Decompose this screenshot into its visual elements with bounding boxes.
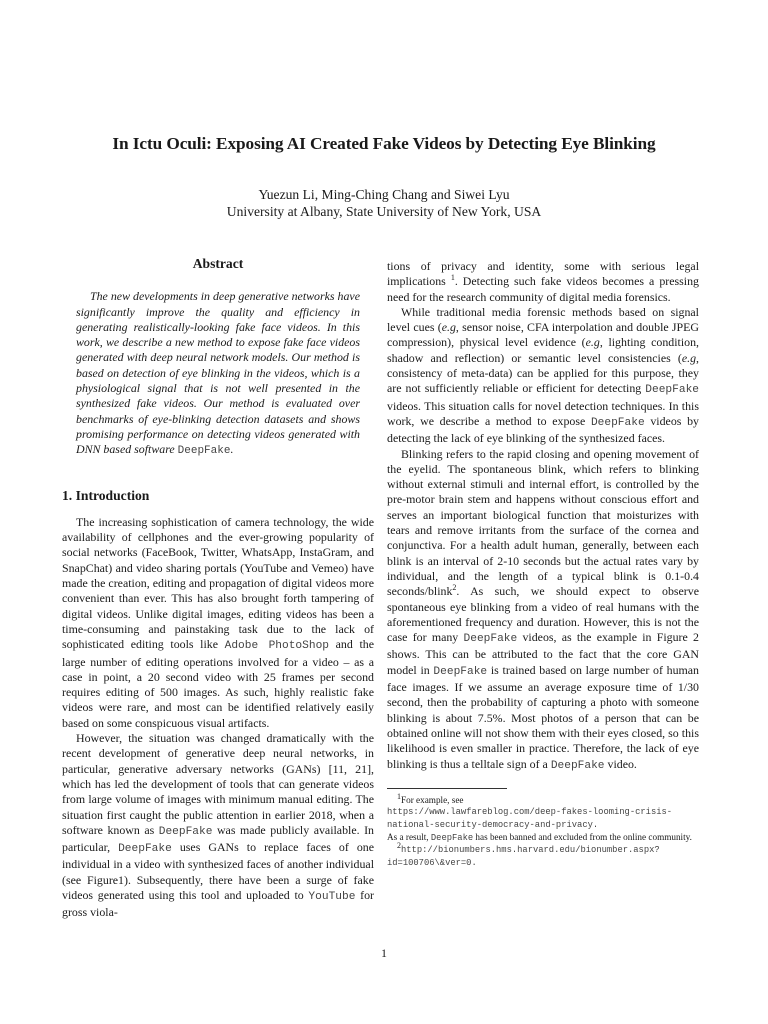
right-p3-text: Blinking refers to the rapid closing and opening movement of the eyelid. The spontaneous blink, which refers to blinking without external stimuli and internal effort, is controlled by the pre-motor brain stem and happens without conscious effort and serves an important biological function that moisturizes with tears and remove irritants from the surface of the cornea and conjunctiva. For a health adult human, generally, between each blink is an interval of 2-10 seconds but the actual rates vary by individual, and the length of a typical blink is 0.1-0.4 seconds/blink	[387, 446, 699, 599]
intro-paragraph-1	[62, 515, 374, 731]
abstract-body: The new developments in deep generative networks have significantly improve the quality and efficiency in generating realistically-looking fake face videos. In this work, we describe a new method to expose fake face videos generated with deep neural network models. Our method is based on detection of eye blinking in the videos, which is a physiological signal that is not well presented in the synthesized fake videos. Our method is evaluated over benchmarks of eye-blinking detection datasets and shows promising performance on detecting videos generated with DNN based software	[76, 289, 360, 457]
left-column	[62, 256, 374, 921]
software-name: DeepFake	[118, 843, 172, 856]
footnotes	[387, 791, 699, 870]
footnote-ref[interactable]: 2	[452, 583, 457, 593]
paper-title: In Ictu Oculi: Exposing AI Created Fake Videos by Detecting Eye Blinking	[112, 134, 656, 153]
right-p2-text-cont: , lighting condition, shadow and reflection) or semantic level consistencies (	[387, 335, 699, 365]
footnote-text: For example, see	[401, 794, 464, 805]
right-p2-text-cont: , sensor noise, CFA interpolation and double JPEG compression), physical level evidence (	[387, 320, 699, 350]
footnote-2	[387, 841, 699, 869]
software-name: DeepFake	[550, 759, 605, 772]
right-column	[387, 259, 699, 869]
right-p1-text-cont: . Detecting such fake videos becomes a pressing need for the research community of digital media forensics.	[387, 274, 699, 304]
right-paragraph-1	[387, 259, 699, 305]
right-p2-text-cont: , consistency of meta-data) can be applied for this purpose, they are not sufficiently reliable or efficient for detecting	[387, 350, 699, 396]
software-name: DeepFake	[645, 384, 699, 397]
software-name: DeepFake	[590, 416, 645, 429]
abbreviation: e.g	[441, 320, 456, 335]
right-p2-text-cont: videos. This situation calls for novel detection techniques. In this work, we describe a method to expose	[387, 398, 699, 428]
software-name: DeepFake	[158, 825, 213, 838]
section-heading-introduction: 1. Introduction	[62, 487, 150, 503]
abbreviation: e.g	[585, 335, 600, 350]
abbreviation: e.g	[681, 350, 697, 365]
footnote-ref[interactable]: 1	[450, 273, 455, 283]
right-p3-text-cont: is trained based on large number of human face images. If we assume an average exposure time of 1/30 second, then the probability of capturing a photo with someone blinking is about 7.5%. Most photos of a person that can be obtained online will not show them with their eyes closed, so this likelihood is even smaller in practice. Therefore, the lack of eye blinking is thus a telltale sign of a	[387, 662, 699, 771]
affiliation: University at Albany, State University of New York, USA	[226, 203, 542, 219]
software-name: DeepFake	[177, 445, 231, 458]
footnote-text: As a result,	[387, 831, 431, 842]
software-name: DeepFake	[463, 633, 518, 646]
right-paragraph-3	[387, 447, 699, 774]
footnote-link[interactable]: http://bionumbers.hms.harvard.edu/bionumber.aspx?id=100706\&ver=0.	[387, 845, 660, 868]
footnote-1-cont	[387, 832, 699, 845]
footnote-mark: 1	[397, 791, 401, 801]
footnote-text: has been banned and excluded from the online community.	[473, 831, 692, 842]
right-paragraph-2	[387, 305, 699, 447]
footnote-divider	[387, 788, 507, 789]
footnote-1-url[interactable]	[387, 806, 699, 831]
right-p3-text-cont: . As such, we should expect to observe spontaneous eye blinking from a video of real humans with the aforementioned frequency and duration. However, this is not the case for many	[387, 584, 699, 645]
footnote-mark: 2	[397, 841, 401, 851]
right-p2-text: While traditional media forensic methods based on signal level cues (	[387, 304, 699, 335]
software-name: DeepFake	[430, 832, 474, 843]
abstract-text	[62, 289, 374, 459]
intro-p2-text-cont: was made publicly available. In particular,	[62, 822, 374, 855]
intro-p2-text-end: for gross viola-	[62, 887, 375, 920]
intro-paragraph-2	[62, 731, 374, 921]
author-names: Yuezun Li, Ming-Ching Chang and Siwei Lyu	[258, 187, 510, 202]
abstract-end: .	[230, 442, 234, 457]
software-name: DeepFake	[433, 665, 488, 678]
intro-p1-text-cont: and the large number of editing operations involved for a video – as a case in point, a 20 second video with 25 frames per second requires editing of 500 images. As such, highly realistic fake videos were rare, and most can be identified relatively easily based on some conspicuous visual artifacts.	[62, 637, 374, 730]
footnote-1	[387, 791, 699, 807]
right-p3-text-cont: videos, as the example in Figure 2 shows. This can be attributed to the fact that the core GAN model in	[387, 630, 699, 677]
site-name: YouTube	[308, 890, 356, 903]
tool-name: Adobe PhotoShop	[224, 640, 329, 653]
intro-p1-text: The increasing sophistication of camera technology, the wide availability of cellphones and the ever-growing popularity of social networks (FaceBook, Twitter, WhatsApp, InstaGram, and SnapChat) and video sharing portals (YouTube and Vemeo) have made the creation, editing and propagation of digital videos more convenient than ever. This has also brought forth tampering of digital videos. Unlike digital images, editing videos has been a time-consuming and painstaking task due to the lack of sophisticated editing tools like	[62, 514, 374, 652]
footnote-link[interactable]: https://www.lawfareblog.com/deep-fakes-looming-crisis-national-security-democracy-and-privacy.	[387, 807, 673, 830]
right-p1-text: tions of privacy and identity, some with serious legal implications	[387, 259, 699, 289]
right-p3-text-end: video.	[604, 756, 637, 771]
page-number: 1	[381, 946, 387, 960]
author-block	[0, 187, 768, 220]
right-p2-text-end: videos by detecting the lack of eye blinking of the synthesized faces.	[387, 413, 699, 446]
intro-p2-text: However, the situation was changed dramatically with the recent development of generative deep neural networks, in particular, generative adversary networks (GANs) [11, 21], which has led the development of tools that can generate videos from large volume of images with minimum manual editing. The situation first caught the public attention in earlier 2018, when a software known as	[62, 731, 374, 837]
intro-p2-text-cont: uses GANs to replace faces of one individual in a video with synthesized faces of another individual (see Figure1). Subsequently, there have been a surge of fake videos generated using this tool and uploaded to	[62, 840, 374, 902]
abstract-heading: Abstract	[192, 256, 244, 271]
